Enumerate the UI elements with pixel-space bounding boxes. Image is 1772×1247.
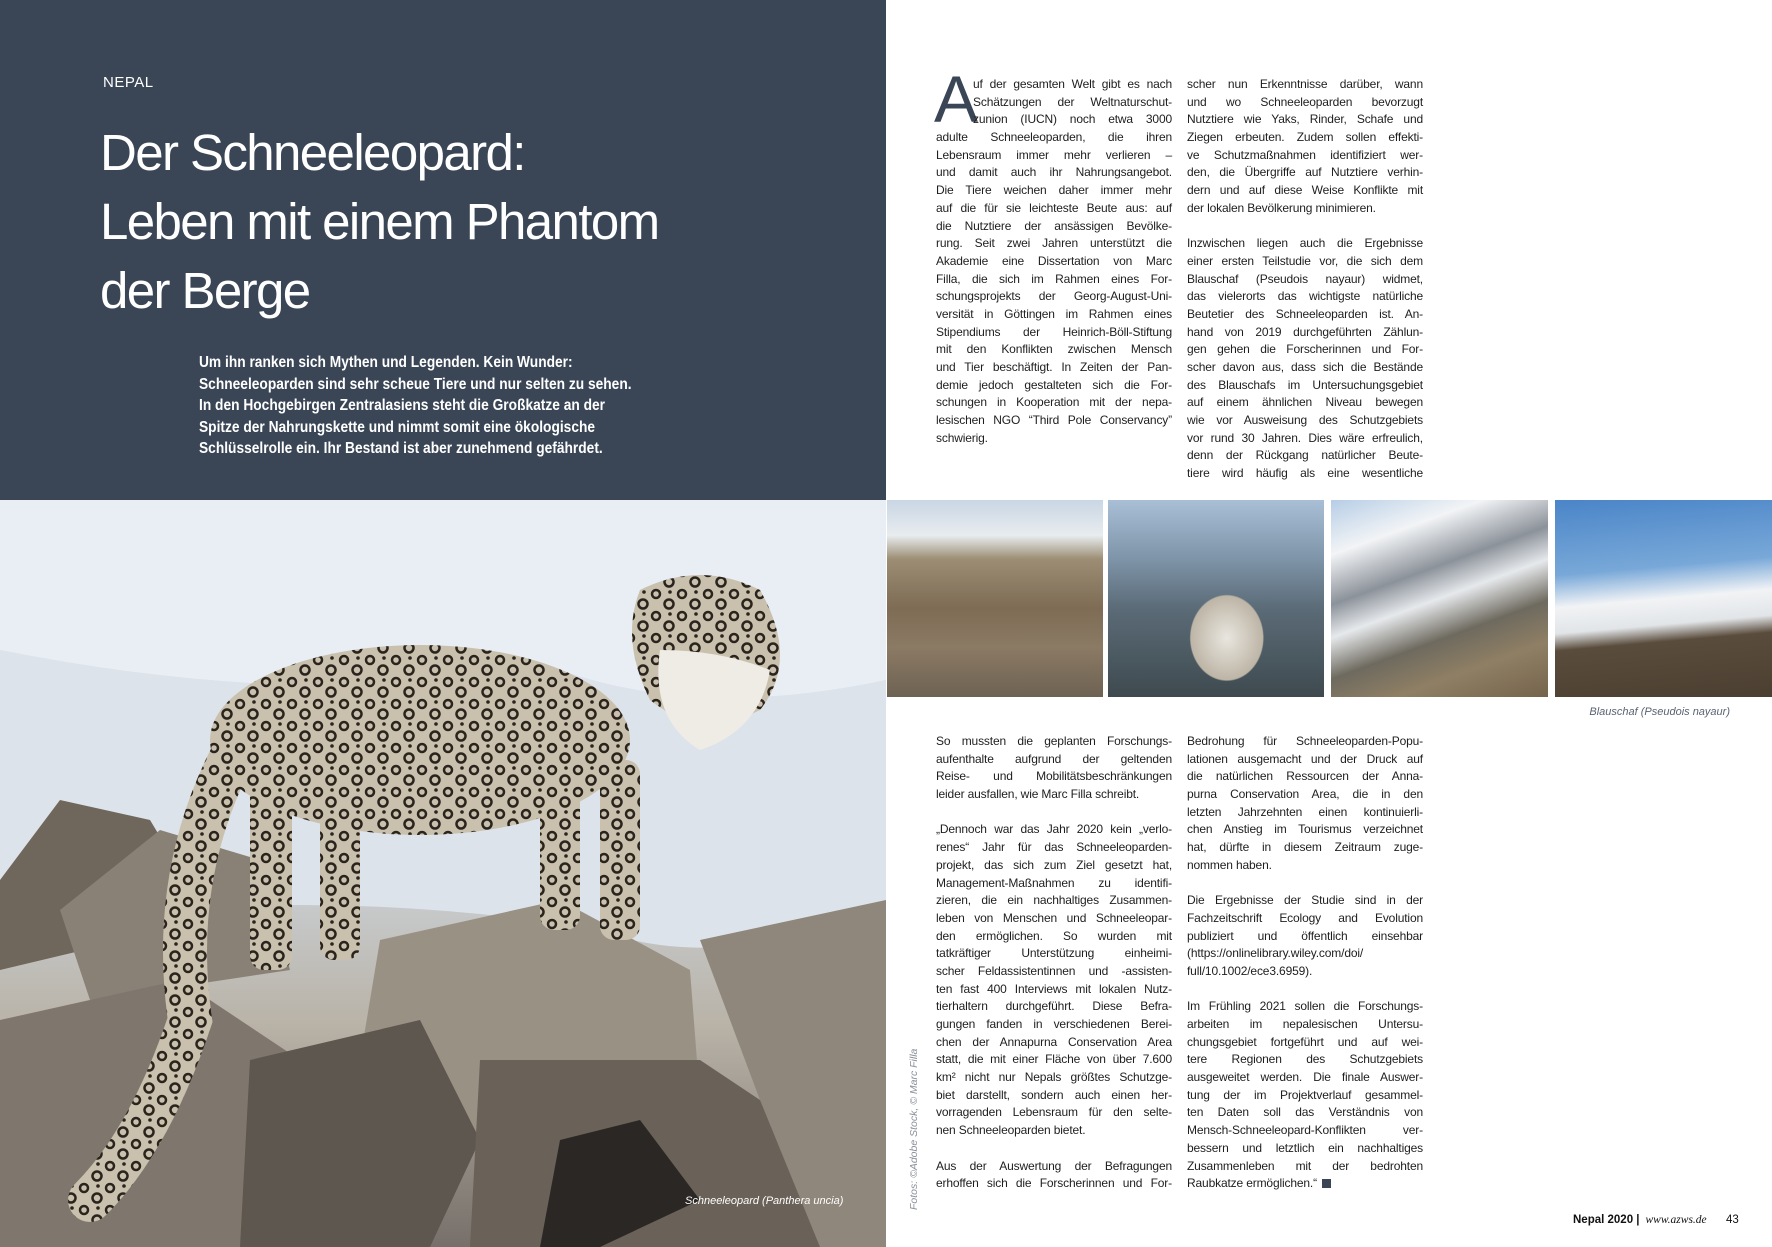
text-line: schungen in Kooperation mit der nepa- xyxy=(936,395,1172,410)
text-line: hat, dürfte in diesem Zeitraum zuge- xyxy=(1187,840,1423,855)
blauschaf-photo xyxy=(1555,500,1772,697)
text-line: Raubkatze ermöglichen.“ xyxy=(1187,1175,1423,1193)
text-line: lationen ausgemacht und der Druck auf xyxy=(1187,751,1423,766)
text-line: lesischen NGO “Third Pole Conservancy” xyxy=(936,413,1172,428)
intro-line: Schlüsselrolle ein. Ihr Bestand ist aber zunehmend gefährdet. xyxy=(199,440,603,457)
text-line: Mensch-Schneeleopard-Konflikten ver- xyxy=(1187,1123,1423,1138)
text-line: Blauschaf (Pseudois nayaur) widmet, xyxy=(1187,271,1423,286)
text-line: uf der gesamten Welt gibt es nach xyxy=(973,77,1172,91)
text-line: letzten Jahrzehnten einen kontinuierli- xyxy=(1187,804,1423,819)
column-upper-right xyxy=(1187,76,1423,501)
text-line: leben von Menschen und Schneeleopar- xyxy=(936,910,1172,925)
text-line: scher nun Erkenntnisse darüber, wann xyxy=(1187,77,1423,91)
text-line: Schätzungen der Weltnaturschut- xyxy=(973,94,1172,109)
text-line: projekt, das sich zum Ziel gesetzt hat, xyxy=(936,857,1172,872)
text-line: gen gehen die Forscherinnen und For- xyxy=(1187,342,1423,357)
intro-line: Um ihn ranken sich Mythen und Legenden. Kein Wunder: xyxy=(199,354,573,371)
magazine-issue: Nepal 2020 | xyxy=(1573,1214,1640,1226)
article-title xyxy=(100,118,659,325)
text-line: des Blauschafs im Untersuchungsgebiet xyxy=(1187,377,1423,392)
village-photo xyxy=(887,500,1103,697)
text-line: ten fast 400 Interviews mit lokalen Nutz- xyxy=(936,981,1172,996)
intro-line: Spitze der Nahrungskette und nimmt somit eine ökologische xyxy=(199,418,596,436)
drop-cap: A xyxy=(934,62,979,136)
text-line: Fachzeitschrift Ecology and Evolution xyxy=(1187,910,1423,925)
text-line: Lebensraum immer mehr verlieren – xyxy=(936,147,1172,162)
text-line: Inzwischen liegen auch die Ergebnisse xyxy=(1187,236,1423,251)
text-line: auf die für sie leichteste Beute aus: auf xyxy=(936,200,1172,215)
text-line: Akademie eine Dissertation von Marc xyxy=(936,253,1172,268)
paragraph xyxy=(936,733,1172,804)
text-line: Management-Maßnahmen zu identifi- xyxy=(936,875,1172,890)
text-line: Im Frühling 2021 sollen die Forschungs- xyxy=(1187,999,1423,1014)
text-line: bessern und letztlich ein nachhaltiges xyxy=(1187,1140,1423,1155)
title-line: der Berge xyxy=(100,262,310,319)
text-line: versität in Göttingen im Rahmen eines xyxy=(936,306,1172,321)
text-line: tierhaltern durchgeführt. Diese Befra- xyxy=(936,999,1172,1014)
text-line: rung. Seit zwei Jahren unterstützt die xyxy=(936,236,1172,251)
photo-credit: Fotos: ©Adobe Stock, © Marc Filla xyxy=(908,1048,920,1210)
column-upper-left xyxy=(936,76,1172,465)
intro-line: In den Hochgebirgen Zentralasiens steht die Großkatze an der xyxy=(199,397,606,414)
text-line: den, die Übergriffe auf Nutztiere verhin- xyxy=(1187,165,1423,180)
text-line: full/10.1002/ece3.6959). xyxy=(1187,963,1313,978)
text-line: ausgeweitet werden. Die finale Auswer- xyxy=(1187,1070,1423,1085)
text-line: Zusammenleben mit der bedrohten xyxy=(1187,1158,1423,1173)
section-kicker: NEPAL xyxy=(103,74,154,91)
end-of-article-icon xyxy=(1322,1179,1331,1188)
text-line: der lokalen Bevölkerung minimieren. xyxy=(1187,200,1376,215)
text-line: leider ausfallen, wie Marc Filla schreibt. xyxy=(936,787,1140,802)
text-line: nen Schneeleoparden bietet. xyxy=(936,1123,1086,1138)
text-line: schungsprojekts der Georg-August-Uni- xyxy=(936,289,1172,304)
page-number: 43 xyxy=(1726,1214,1739,1226)
text-line: Beutetier des Schneeleoparden ist. An- xyxy=(1187,306,1423,321)
text-line: einer ersten Teilstudie vor, die sich dem xyxy=(1187,253,1423,268)
paragraph xyxy=(1187,76,1423,218)
text-line: Ziegen erbeuten. Zudem sollen effekti- xyxy=(1187,130,1423,145)
text-line: tatkräftiger Unterstützung einheimi- xyxy=(936,946,1172,961)
text-line: dern und auf diese Weise Konflikte mit xyxy=(1187,183,1423,198)
text-line: schwierig. xyxy=(936,430,988,445)
title-line: Leben mit einem Phantom xyxy=(100,193,659,250)
text-line: denn der Rückgang natürlicher Beute- xyxy=(1187,448,1423,463)
text-line: hand von 2019 durchgeführten Zählun- xyxy=(1187,324,1423,339)
paragraph xyxy=(1187,892,1423,980)
text-line: wie vor Ausweisung des Schutzgebiets xyxy=(1187,413,1423,428)
text-line: aufenthalte aufgrund der geltenden xyxy=(936,751,1172,766)
text-line: Bedrohung für Schneeleoparden-Popu- xyxy=(1187,734,1423,748)
text-line: ten Daten soll das Verständnis von xyxy=(1187,1105,1423,1120)
text-line: demie jedoch gestalteten sich die For- xyxy=(936,377,1172,392)
text-line: mit den Konflikten zwischen Mensch xyxy=(936,342,1172,357)
text-line: zunion (IUCN) noch etwa 3000 xyxy=(973,112,1172,127)
text-line: und wo Schneeleoparden bevorzugt xyxy=(1187,94,1423,109)
text-line: scher Feldassistentinnen und -assisten- xyxy=(936,963,1172,978)
text-line: gungen fanden in verschiedenen Berei- xyxy=(936,1017,1172,1031)
paragraph xyxy=(1187,235,1423,483)
page-footer xyxy=(1573,1214,1739,1226)
text-line: adulte Schneeleoparden, die ihren xyxy=(936,130,1172,145)
text-line: das vielerorts das wichtigste natürliche xyxy=(1187,289,1423,304)
text-line: chungsgebiet fortgeführt und auf wei- xyxy=(1187,1034,1423,1049)
text-line: tiere wird häufig als eine wesentliche xyxy=(1187,466,1423,481)
leopard-photo-caption: Schneeleopard (Panthera uncia) xyxy=(685,1195,844,1207)
text-line: ve Schutzmaßnahmen identifiziert wer- xyxy=(1187,147,1423,162)
text-line: erhoffen sich die Forscherinnen und For- xyxy=(936,1176,1172,1191)
text-line: die Nutztiere der ansässigen Bevölke- xyxy=(936,218,1172,233)
column-lower-right xyxy=(1187,733,1423,1211)
text-line: nommen haben. xyxy=(1187,857,1272,872)
text-line: arbeiten im nepalesischen Untersu- xyxy=(1187,1017,1423,1031)
text-line: vorragenden Lebensraum für den selte- xyxy=(936,1105,1172,1120)
text-line: (https://onlinelibrary.wiley.com/doi/ xyxy=(1187,946,1364,961)
column-lower-left xyxy=(936,733,1172,1211)
researcher-photo xyxy=(1331,500,1548,697)
intro-line: Schneeleoparden sind sehr scheue Tiere und nur selten zu sehen. xyxy=(199,375,632,393)
resting-leopard-photo xyxy=(1108,500,1324,697)
text-line: Reise- und Mobilitätsbeschränkungen xyxy=(936,769,1172,784)
text-line: tung der im Projektverlauf gesammel- xyxy=(1187,1087,1423,1102)
paragraph xyxy=(936,1158,1172,1193)
text-line: Filla, die sich im Rahmen eines For- xyxy=(936,271,1172,286)
text-line: chen der Annapurna Conservation Area xyxy=(936,1034,1172,1049)
text-line: statt, die mit einer Fläche von über 7.600 xyxy=(936,1052,1172,1067)
text-line: chen Anstieg im Tourismus verzeichnet xyxy=(1187,822,1423,837)
intro-lead xyxy=(199,352,702,460)
text-line: km² nicht nur Nepals größtes Schutzge- xyxy=(936,1070,1172,1085)
text-line: den ermöglichen. So wurden mit xyxy=(936,928,1172,943)
text-line: die natürlichen Ressourcen der Anna- xyxy=(1187,769,1423,784)
text-line: zieren, die ein nachhaltiges Zusammen- xyxy=(936,893,1172,908)
text-line: Nutztiere wie Yaks, Rinder, Schafe und xyxy=(1187,112,1423,127)
paragraph xyxy=(936,76,1172,447)
paragraph xyxy=(1187,998,1423,1193)
text-line: auf einem ähnlichen Niveau bewegen xyxy=(1187,395,1423,410)
text-line: Die Ergebnisse der Studie sind in der xyxy=(1187,893,1423,908)
header-panel xyxy=(0,0,886,500)
text-line: „Dennoch war das Jahr 2020 kein „verlo- xyxy=(936,822,1172,837)
text-line: und damit auch ihr Nahrungsangebot. xyxy=(936,165,1172,180)
text-line: Stipendiums der Heinrich-Böll-Stiftung xyxy=(936,324,1172,339)
text-line: Aus der Auswertung der Befragungen xyxy=(936,1158,1172,1173)
text-line: Die Tiere weichen daher immer mehr xyxy=(936,183,1172,198)
text-line: purna Conservation Area, die in den xyxy=(1187,787,1423,802)
paragraph xyxy=(1187,733,1423,875)
text-line: renes“ Jahr für das Schneeleoparden- xyxy=(936,840,1172,855)
text-line: und Tier beschäftigt. In Zeiten der Pan- xyxy=(936,360,1172,374)
text-line: tere Regionen des Schutzgebiets xyxy=(1187,1052,1423,1067)
text-line: vor rund 30 Jahren. Dies wäre erfreulich, xyxy=(1187,430,1423,445)
text-line: biet darstellt, sondern auch einen her- xyxy=(936,1087,1172,1102)
text-line: publiziert und öffentlich einsehbar xyxy=(1187,928,1423,943)
text-line: scher davon aus, dass sich die Bestände xyxy=(1187,360,1423,374)
blauschaf-caption: Blauschaf (Pseudois nayaur) xyxy=(1589,706,1730,718)
snow-leopard-photo xyxy=(0,500,886,1247)
website-link[interactable]: www.azws.de xyxy=(1645,1214,1707,1226)
title-line: Der Schneeleopard: xyxy=(100,124,525,181)
text-line: So mussten die geplanten Forschungs- xyxy=(936,734,1172,748)
paragraph xyxy=(936,821,1172,1139)
